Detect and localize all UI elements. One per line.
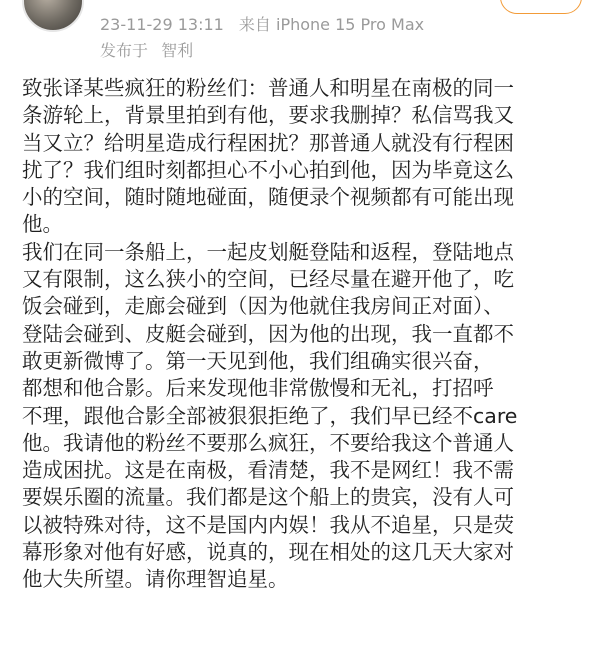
- content-line: 条游轮上，背景里拍到有他，要求我删掉？私信骂我又: [22, 103, 514, 128]
- post-content: [22, 75, 578, 594]
- content-line: 小的空间，随时随地碰面，随便录个视频都有可能出现: [22, 185, 514, 210]
- content-line: 幕形象对他有好感，说真的，现在相处的这几天大家对: [22, 540, 514, 565]
- content-line: 敢更新微博了。第一天见到他，我们组确实很兴奋，: [22, 348, 494, 373]
- content-line: 他。: [22, 212, 63, 237]
- content-line: 造成困扰。这是在南极，看清楚，我不是网红！我不需: [22, 458, 514, 483]
- post-location-line: [100, 38, 201, 61]
- content-line: 他。我请他的粉丝不要那么疯狂，不要给我这个普通人: [22, 430, 514, 455]
- post-source: 来自 iPhone 15 Pro Max: [238, 15, 425, 34]
- post-timestamp: 23-11-29 13:11: [100, 15, 224, 34]
- content-line: 又有限制，这么狭小的空间，已经尽量在避开他了，吃: [22, 267, 514, 292]
- post-location: 智利: [161, 41, 194, 60]
- content-line: 要娱乐圈的流量。我们都是这个船上的贵宾，没有人可: [22, 485, 514, 510]
- content-line: 饭会碰到，走廊会碰到（因为他就住我房间正对面）、: [22, 294, 504, 319]
- post-header: [0, 0, 600, 72]
- content-line: 不理，跟他合影全部被狠狠拒绝了，我们早已经不care: [22, 403, 518, 428]
- published-label: 发布于: [100, 41, 149, 60]
- follow-button[interactable]: [500, 0, 582, 14]
- content-line: 扰了？我们组时刻都担心不小心拍到他，因为毕竟这么: [22, 157, 514, 182]
- content-line: 以被特殊对待，这不是国内内娱！我从不追星，只是荧: [22, 512, 514, 537]
- content-line: 致张译某些疯狂的粉丝们：普通人和明星在南极的同一: [22, 76, 514, 100]
- content-line: 都想和他合影。后来发现他非常傲慢和无礼，打招呼: [22, 376, 494, 401]
- content-line: 登陆会碰到、皮艇会碰到，因为他的出现，我一直都不: [22, 321, 514, 346]
- content-line: 他大失所望。请你理智追星。: [22, 567, 289, 592]
- post-meta: [100, 12, 434, 35]
- avatar[interactable]: [22, 0, 84, 32]
- content-line: 当又立？给明星造成行程困扰？那普通人就没有行程困: [22, 130, 514, 155]
- content-line: 我们在同一条船上，一起皮划艇登陆和返程，登陆地点: [22, 239, 514, 264]
